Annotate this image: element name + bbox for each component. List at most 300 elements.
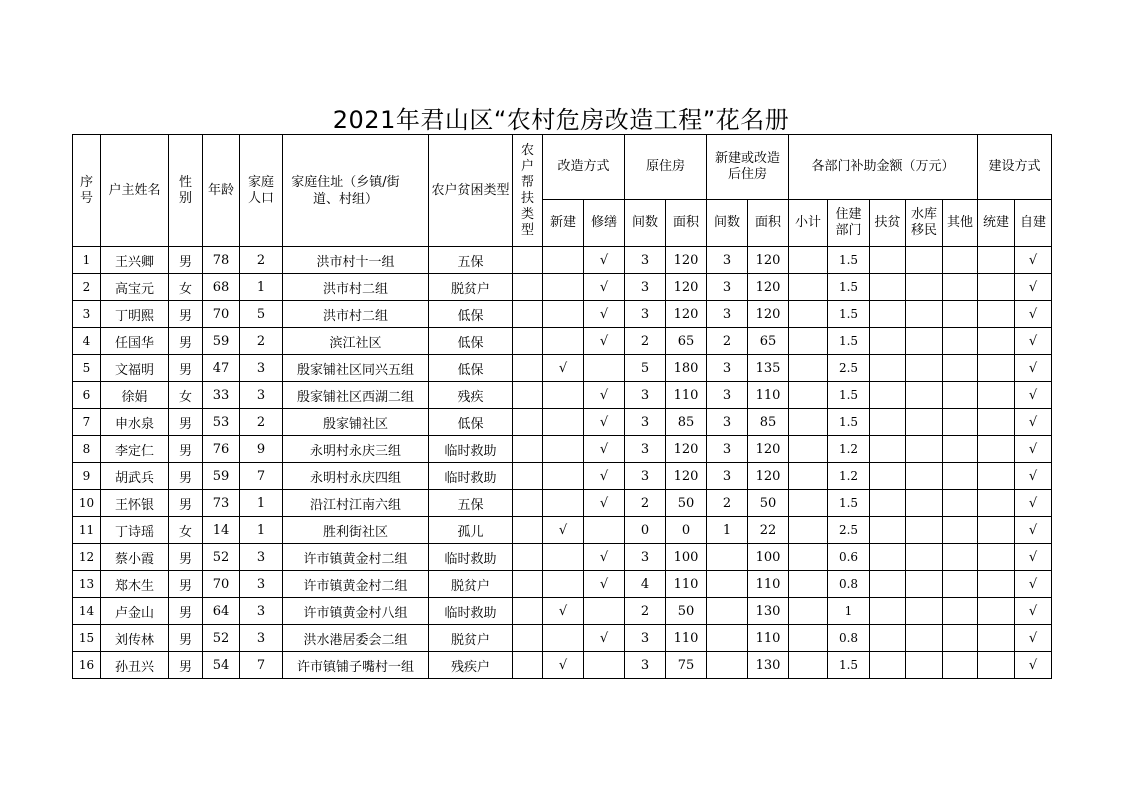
- cell-subsidy-reservoir: [906, 436, 943, 463]
- cell-assist-type: [513, 382, 543, 409]
- cell-orig-area: 110: [666, 571, 707, 598]
- cell-subsidy-housing: 1: [828, 598, 870, 625]
- header-reno-repair: 修缮: [584, 200, 625, 247]
- cell-new-rooms: [707, 571, 748, 598]
- header-age: 年龄: [203, 135, 240, 247]
- cell-subsidy-reservoir: [906, 247, 943, 274]
- cell-new-rooms: 3: [707, 301, 748, 328]
- cell-subsidy-total: [789, 544, 828, 571]
- cell-reno-new: [543, 328, 584, 355]
- cell-age: 14: [203, 517, 240, 544]
- cell-build-self: √: [1015, 652, 1052, 679]
- cell-seq: 2: [73, 274, 101, 301]
- cell-new-rooms: 1: [707, 517, 748, 544]
- cell-new-area: 22: [748, 517, 789, 544]
- cell-age: 54: [203, 652, 240, 679]
- cell-subsidy-other: [943, 247, 978, 274]
- cell-subsidy-housing: 1.5: [828, 247, 870, 274]
- cell-reno-repair: √: [584, 247, 625, 274]
- cell-name: 徐娟: [101, 382, 169, 409]
- cell-assist-type: [513, 598, 543, 625]
- cell-household: 3: [240, 355, 283, 382]
- header-build-method: 建设方式: [978, 135, 1052, 200]
- cell-reno-repair: √: [584, 328, 625, 355]
- header-address: 家庭住址（乡镇/街道、村组）: [283, 135, 429, 247]
- cell-orig-area: 120: [666, 436, 707, 463]
- header-build-self: 自建: [1015, 200, 1052, 247]
- cell-subsidy-housing: 0.6: [828, 544, 870, 571]
- cell-seq: 7: [73, 409, 101, 436]
- cell-build-unified: [978, 598, 1015, 625]
- cell-subsidy-reservoir: [906, 355, 943, 382]
- cell-subsidy-other: [943, 436, 978, 463]
- cell-subsidy-poverty: [870, 382, 906, 409]
- cell-build-self: √: [1015, 328, 1052, 355]
- cell-assist-type: [513, 652, 543, 679]
- cell-build-self: √: [1015, 463, 1052, 490]
- table-row: [73, 274, 1052, 301]
- cell-age: 70: [203, 301, 240, 328]
- cell-new-area: 110: [748, 625, 789, 652]
- header-subsidy: 各部门补助金额（万元）: [789, 135, 978, 200]
- cell-orig-rooms: 5: [625, 355, 666, 382]
- cell-name: 文福明: [101, 355, 169, 382]
- cell-reno-new: [543, 409, 584, 436]
- cell-build-unified: [978, 301, 1015, 328]
- cell-name: 刘传林: [101, 625, 169, 652]
- cell-poverty-type: 脱贫户: [429, 625, 513, 652]
- cell-gender: 男: [169, 652, 203, 679]
- cell-name: 丁诗瑶: [101, 517, 169, 544]
- cell-orig-rooms: 3: [625, 382, 666, 409]
- cell-subsidy-other: [943, 544, 978, 571]
- cell-new-rooms: 3: [707, 436, 748, 463]
- cell-address: 沿江村江南六组: [283, 490, 429, 517]
- cell-age: 70: [203, 571, 240, 598]
- cell-gender: 男: [169, 571, 203, 598]
- cell-subsidy-housing: 1.5: [828, 301, 870, 328]
- cell-age: 59: [203, 463, 240, 490]
- cell-gender: 女: [169, 517, 203, 544]
- cell-household: 2: [240, 328, 283, 355]
- table-row: [73, 571, 1052, 598]
- header-new-rooms: 间数: [707, 200, 748, 247]
- header-poverty-type: 农户贫困类型: [429, 135, 513, 247]
- cell-build-self: √: [1015, 571, 1052, 598]
- cell-new-area: 110: [748, 382, 789, 409]
- cell-build-unified: [978, 490, 1015, 517]
- cell-reno-new: [543, 463, 584, 490]
- cell-subsidy-total: [789, 355, 828, 382]
- cell-reno-new: [543, 571, 584, 598]
- cell-build-self: √: [1015, 355, 1052, 382]
- cell-subsidy-total: [789, 328, 828, 355]
- cell-orig-rooms: 2: [625, 490, 666, 517]
- cell-seq: 3: [73, 301, 101, 328]
- cell-name: 胡武兵: [101, 463, 169, 490]
- table-row: [73, 247, 1052, 274]
- cell-address: 殷家铺社区同兴五组: [283, 355, 429, 382]
- cell-subsidy-poverty: [870, 517, 906, 544]
- cell-reno-repair: √: [584, 463, 625, 490]
- cell-address: 洪水港居委会二组: [283, 625, 429, 652]
- cell-subsidy-other: [943, 409, 978, 436]
- cell-assist-type: [513, 247, 543, 274]
- cell-assist-type: [513, 328, 543, 355]
- header-subsidy-other: 其他: [943, 200, 978, 247]
- cell-age: 73: [203, 490, 240, 517]
- cell-subsidy-other: [943, 301, 978, 328]
- cell-poverty-type: 低保: [429, 328, 513, 355]
- cell-household: 3: [240, 544, 283, 571]
- cell-build-unified: [978, 274, 1015, 301]
- cell-build-self: √: [1015, 274, 1052, 301]
- cell-new-area: 120: [748, 247, 789, 274]
- cell-poverty-type: 低保: [429, 409, 513, 436]
- cell-subsidy-other: [943, 571, 978, 598]
- cell-new-rooms: 2: [707, 490, 748, 517]
- cell-gender: 男: [169, 625, 203, 652]
- cell-poverty-type: 低保: [429, 355, 513, 382]
- cell-orig-rooms: 3: [625, 652, 666, 679]
- cell-gender: 男: [169, 328, 203, 355]
- cell-new-area: 130: [748, 598, 789, 625]
- header-subsidy-poverty: 扶贫: [870, 200, 906, 247]
- cell-subsidy-reservoir: [906, 328, 943, 355]
- cell-address: 许市镇铺子嘴村一组: [283, 652, 429, 679]
- cell-new-rooms: 3: [707, 409, 748, 436]
- cell-orig-rooms: 2: [625, 598, 666, 625]
- cell-name: 任国华: [101, 328, 169, 355]
- header-name: 户主姓名: [101, 135, 169, 247]
- cell-build-unified: [978, 247, 1015, 274]
- cell-subsidy-housing: 1.5: [828, 490, 870, 517]
- cell-poverty-type: 残疾户: [429, 652, 513, 679]
- cell-orig-area: 50: [666, 598, 707, 625]
- cell-subsidy-reservoir: [906, 652, 943, 679]
- cell-subsidy-housing: 2.5: [828, 517, 870, 544]
- cell-new-rooms: 3: [707, 274, 748, 301]
- header-renovation: 改造方式: [543, 135, 625, 200]
- cell-build-self: √: [1015, 409, 1052, 436]
- cell-new-area: 50: [748, 490, 789, 517]
- cell-build-unified: [978, 544, 1015, 571]
- table-row: [73, 625, 1052, 652]
- cell-subsidy-reservoir: [906, 571, 943, 598]
- cell-reno-repair: [584, 517, 625, 544]
- cell-age: 76: [203, 436, 240, 463]
- cell-age: 68: [203, 274, 240, 301]
- cell-reno-new: [543, 544, 584, 571]
- cell-orig-area: 120: [666, 463, 707, 490]
- cell-subsidy-housing: 1.2: [828, 436, 870, 463]
- cell-orig-rooms: 2: [625, 328, 666, 355]
- cell-orig-area: 180: [666, 355, 707, 382]
- cell-household: 5: [240, 301, 283, 328]
- cell-orig-area: 0: [666, 517, 707, 544]
- cell-address: 胜利街社区: [283, 517, 429, 544]
- cell-new-rooms: [707, 652, 748, 679]
- cell-address: 殷家铺社区西湖二组: [283, 382, 429, 409]
- cell-new-area: 110: [748, 571, 789, 598]
- cell-subsidy-housing: 1.5: [828, 409, 870, 436]
- cell-address: 洪市村二组: [283, 274, 429, 301]
- cell-gender: 男: [169, 409, 203, 436]
- table-row: [73, 598, 1052, 625]
- cell-new-rooms: 2: [707, 328, 748, 355]
- cell-reno-new: [543, 625, 584, 652]
- cell-name: 李定仁: [101, 436, 169, 463]
- cell-address: 滨江社区: [283, 328, 429, 355]
- cell-household: 2: [240, 409, 283, 436]
- table-row: [73, 328, 1052, 355]
- cell-assist-type: [513, 409, 543, 436]
- cell-orig-area: 120: [666, 301, 707, 328]
- cell-subsidy-poverty: [870, 355, 906, 382]
- cell-build-self: √: [1015, 436, 1052, 463]
- cell-build-unified: [978, 517, 1015, 544]
- cell-new-area: 135: [748, 355, 789, 382]
- cell-orig-rooms: 3: [625, 409, 666, 436]
- cell-gender: 女: [169, 274, 203, 301]
- cell-orig-area: 65: [666, 328, 707, 355]
- cell-reno-new: √: [543, 517, 584, 544]
- cell-household: 7: [240, 463, 283, 490]
- cell-subsidy-reservoir: [906, 301, 943, 328]
- cell-name: 蔡小霞: [101, 544, 169, 571]
- cell-subsidy-poverty: [870, 436, 906, 463]
- cell-build-self: √: [1015, 598, 1052, 625]
- cell-reno-new: [543, 490, 584, 517]
- cell-assist-type: [513, 517, 543, 544]
- cell-new-area: 120: [748, 436, 789, 463]
- cell-household: 1: [240, 490, 283, 517]
- cell-new-area: 120: [748, 463, 789, 490]
- cell-poverty-type: 临时救助: [429, 598, 513, 625]
- cell-poverty-type: 五保: [429, 490, 513, 517]
- cell-gender: 男: [169, 463, 203, 490]
- cell-build-unified: [978, 409, 1015, 436]
- cell-subsidy-other: [943, 355, 978, 382]
- cell-subsidy-other: [943, 328, 978, 355]
- cell-assist-type: [513, 490, 543, 517]
- cell-subsidy-reservoir: [906, 625, 943, 652]
- cell-reno-repair: [584, 598, 625, 625]
- header-subsidy-total: 小计: [789, 200, 828, 247]
- header-orig-rooms: 间数: [625, 200, 666, 247]
- cell-seq: 12: [73, 544, 101, 571]
- header-gender: 性别: [169, 135, 203, 247]
- cell-gender: 男: [169, 301, 203, 328]
- header-reno-new: 新建: [543, 200, 584, 247]
- cell-subsidy-other: [943, 274, 978, 301]
- cell-household: 1: [240, 274, 283, 301]
- cell-new-area: 120: [748, 274, 789, 301]
- cell-subsidy-total: [789, 490, 828, 517]
- cell-subsidy-reservoir: [906, 463, 943, 490]
- cell-subsidy-housing: 1.2: [828, 463, 870, 490]
- table-row: [73, 436, 1052, 463]
- cell-subsidy-housing: 1.5: [828, 328, 870, 355]
- cell-subsidy-poverty: [870, 490, 906, 517]
- cell-assist-type: [513, 274, 543, 301]
- cell-reno-new: [543, 247, 584, 274]
- cell-reno-new: √: [543, 355, 584, 382]
- cell-assist-type: [513, 436, 543, 463]
- cell-orig-area: 110: [666, 625, 707, 652]
- cell-poverty-type: 临时救助: [429, 436, 513, 463]
- cell-build-unified: [978, 382, 1015, 409]
- register-table: [72, 134, 1052, 679]
- cell-poverty-type: 残疾: [429, 382, 513, 409]
- cell-build-unified: [978, 652, 1015, 679]
- cell-orig-rooms: 3: [625, 436, 666, 463]
- cell-subsidy-total: [789, 301, 828, 328]
- cell-assist-type: [513, 463, 543, 490]
- header-subsidy-housing: 住建部门: [828, 200, 870, 247]
- cell-address: 殷家铺社区: [283, 409, 429, 436]
- cell-subsidy-poverty: [870, 247, 906, 274]
- cell-subsidy-total: [789, 625, 828, 652]
- cell-reno-repair: √: [584, 301, 625, 328]
- cell-reno-repair: √: [584, 571, 625, 598]
- cell-poverty-type: 孤儿: [429, 517, 513, 544]
- cell-build-unified: [978, 625, 1015, 652]
- cell-gender: 男: [169, 247, 203, 274]
- cell-seq: 1: [73, 247, 101, 274]
- cell-subsidy-housing: 0.8: [828, 571, 870, 598]
- cell-name: 申水泉: [101, 409, 169, 436]
- cell-subsidy-poverty: [870, 652, 906, 679]
- cell-subsidy-poverty: [870, 274, 906, 301]
- cell-assist-type: [513, 301, 543, 328]
- cell-subsidy-reservoir: [906, 598, 943, 625]
- cell-subsidy-poverty: [870, 409, 906, 436]
- cell-orig-rooms: 4: [625, 571, 666, 598]
- cell-reno-new: [543, 274, 584, 301]
- cell-seq: 13: [73, 571, 101, 598]
- cell-subsidy-housing: 1.5: [828, 652, 870, 679]
- table-row: [73, 409, 1052, 436]
- cell-new-area: 85: [748, 409, 789, 436]
- cell-subsidy-total: [789, 382, 828, 409]
- cell-age: 47: [203, 355, 240, 382]
- table-row: [73, 544, 1052, 571]
- cell-reno-new: √: [543, 652, 584, 679]
- cell-build-unified: [978, 436, 1015, 463]
- cell-name: 王怀银: [101, 490, 169, 517]
- cell-new-rooms: [707, 625, 748, 652]
- cell-build-unified: [978, 355, 1015, 382]
- cell-subsidy-poverty: [870, 463, 906, 490]
- cell-reno-new: [543, 301, 584, 328]
- cell-orig-rooms: 3: [625, 274, 666, 301]
- cell-gender: 男: [169, 355, 203, 382]
- cell-seq: 8: [73, 436, 101, 463]
- cell-subsidy-housing: 1.5: [828, 274, 870, 301]
- cell-subsidy-total: [789, 463, 828, 490]
- cell-subsidy-total: [789, 517, 828, 544]
- cell-seq: 9: [73, 463, 101, 490]
- cell-name: 丁明熙: [101, 301, 169, 328]
- cell-reno-repair: √: [584, 544, 625, 571]
- cell-seq: 5: [73, 355, 101, 382]
- cell-gender: 男: [169, 490, 203, 517]
- cell-subsidy-reservoir: [906, 274, 943, 301]
- cell-subsidy-reservoir: [906, 517, 943, 544]
- cell-build-unified: [978, 328, 1015, 355]
- header-household: 家庭人口: [240, 135, 283, 247]
- cell-age: 78: [203, 247, 240, 274]
- cell-seq: 6: [73, 382, 101, 409]
- cell-orig-area: 100: [666, 544, 707, 571]
- cell-subsidy-total: [789, 409, 828, 436]
- cell-address: 许市镇黄金村二组: [283, 571, 429, 598]
- cell-address: 永明村永庆三组: [283, 436, 429, 463]
- cell-reno-repair: [584, 355, 625, 382]
- cell-poverty-type: 脱贫户: [429, 274, 513, 301]
- cell-new-area: 100: [748, 544, 789, 571]
- cell-seq: 4: [73, 328, 101, 355]
- cell-orig-area: 110: [666, 382, 707, 409]
- cell-assist-type: [513, 571, 543, 598]
- cell-new-rooms: 3: [707, 247, 748, 274]
- cell-gender: 男: [169, 598, 203, 625]
- cell-build-self: √: [1015, 247, 1052, 274]
- cell-seq: 16: [73, 652, 101, 679]
- cell-new-rooms: [707, 598, 748, 625]
- table-row: [73, 652, 1052, 679]
- cell-build-self: √: [1015, 490, 1052, 517]
- cell-new-rooms: 3: [707, 463, 748, 490]
- cell-orig-rooms: 3: [625, 247, 666, 274]
- cell-orig-area: 120: [666, 274, 707, 301]
- cell-orig-area: 50: [666, 490, 707, 517]
- cell-orig-area: 75: [666, 652, 707, 679]
- cell-subsidy-other: [943, 382, 978, 409]
- cell-age: 64: [203, 598, 240, 625]
- header-orig-area: 面积: [666, 200, 707, 247]
- cell-subsidy-poverty: [870, 328, 906, 355]
- cell-new-area: 120: [748, 301, 789, 328]
- cell-subsidy-housing: 0.8: [828, 625, 870, 652]
- cell-new-area: 65: [748, 328, 789, 355]
- cell-subsidy-housing: 1.5: [828, 382, 870, 409]
- cell-age: 33: [203, 382, 240, 409]
- cell-name: 郑木生: [101, 571, 169, 598]
- table-row: [73, 355, 1052, 382]
- header-build-unified: 统建: [978, 200, 1015, 247]
- cell-poverty-type: 临时救助: [429, 544, 513, 571]
- cell-subsidy-poverty: [870, 544, 906, 571]
- table-row: [73, 463, 1052, 490]
- header-subsidy-reservoir: 水库移民: [906, 200, 943, 247]
- header-new-house: 新建或改造后住房: [707, 135, 789, 200]
- cell-household: 9: [240, 436, 283, 463]
- cell-subsidy-poverty: [870, 301, 906, 328]
- cell-reno-repair: √: [584, 274, 625, 301]
- cell-gender: 男: [169, 436, 203, 463]
- cell-build-unified: [978, 463, 1015, 490]
- table-row: [73, 301, 1052, 328]
- cell-new-area: 130: [748, 652, 789, 679]
- cell-subsidy-total: [789, 652, 828, 679]
- cell-orig-rooms: 3: [625, 625, 666, 652]
- cell-seq: 14: [73, 598, 101, 625]
- cell-subsidy-reservoir: [906, 544, 943, 571]
- cell-household: 3: [240, 382, 283, 409]
- cell-assist-type: [513, 355, 543, 382]
